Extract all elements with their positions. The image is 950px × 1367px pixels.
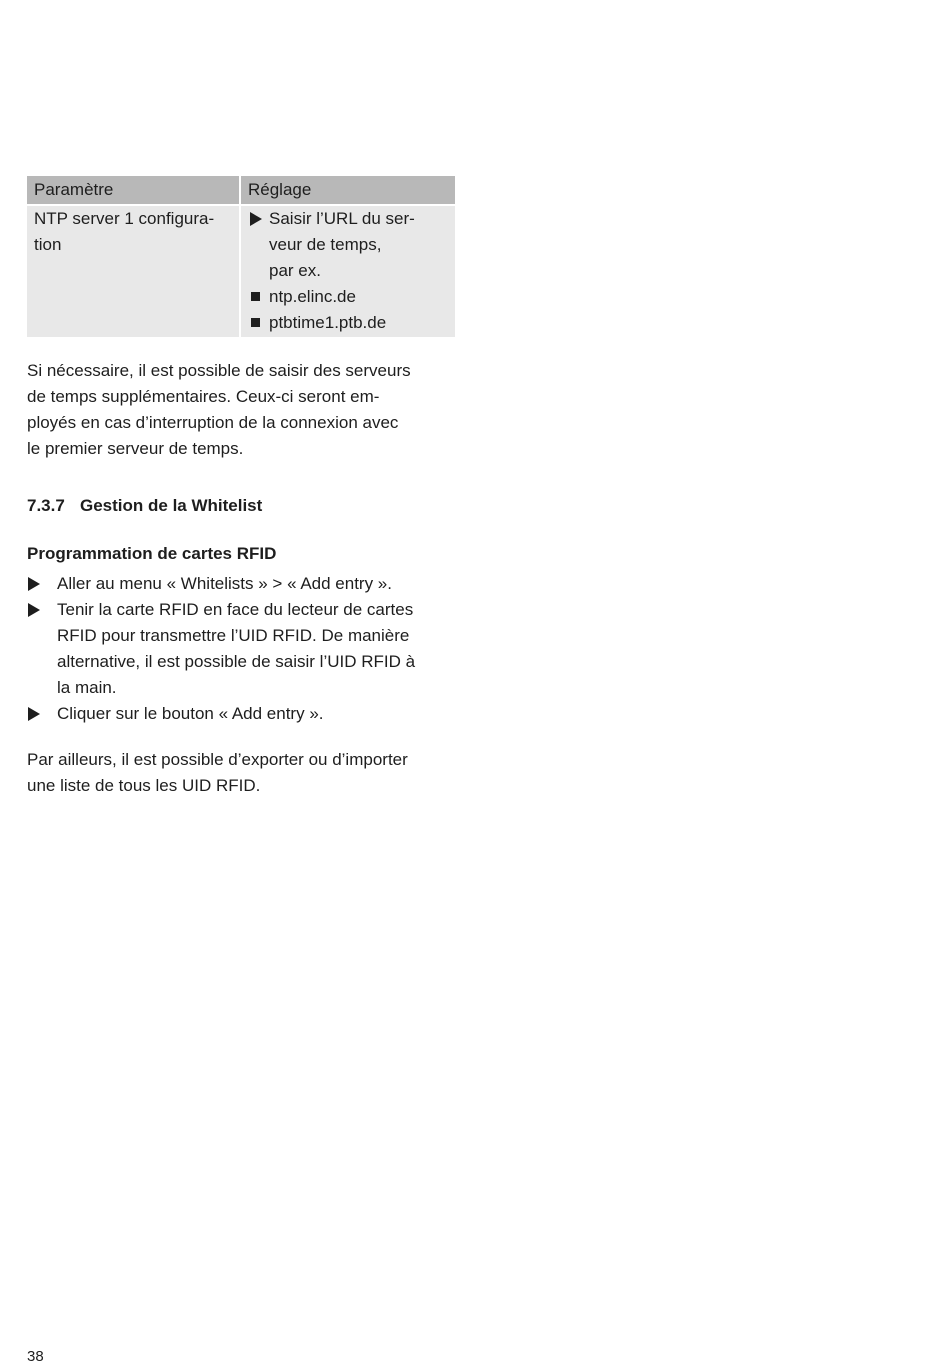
paragraph-line: Si nécessaire, il est possible de saisir des serveurs (27, 361, 411, 380)
steps-list (27, 571, 457, 727)
paragraph-export-import (27, 747, 457, 799)
example-item (248, 284, 455, 310)
step-line: la main. (57, 678, 117, 697)
step-item (27, 701, 457, 727)
step-line: alternative, il est possible de saisir l’UID RFID à (57, 652, 416, 671)
cell-parameter-line: NTP server 1 configura- (34, 209, 215, 228)
step-item (27, 571, 457, 597)
paragraph-line: Par ailleurs, il est possible d’exporter ou d’importer (27, 750, 408, 769)
example-text: ptbtime1.ptb.de (269, 313, 387, 332)
cell-parameter-line: tion (34, 235, 62, 254)
step-item (27, 597, 457, 701)
header-parametre: Paramètre (27, 176, 239, 204)
cell-parameter (27, 206, 239, 337)
paragraph-line: ployés en cas d’interruption de la connexion avec (27, 413, 399, 432)
setting-instruction (248, 206, 455, 284)
paragraph-line: le premier serveur de temps. (27, 439, 244, 458)
arrow-right-icon (28, 707, 40, 721)
setting-line: par ex. (269, 261, 321, 280)
page-number: 38 (27, 1348, 44, 1365)
arrow-right-icon (28, 603, 40, 617)
step-line: Cliquer sur le bouton « Add entry ». (57, 704, 324, 723)
step-line: RFID pour transmettre l’UID RFID. De manière (57, 626, 410, 645)
step-line: Aller au menu « Whitelists » > « Add entry ». (57, 574, 392, 593)
setting-line: veur de temps, (269, 235, 382, 254)
example-item (248, 310, 455, 336)
section-number: 7.3.7 (27, 496, 65, 515)
paragraph-line: une liste de tous les UID RFID. (27, 776, 261, 795)
setting-line: Saisir l’URL du ser- (269, 209, 415, 228)
paragraph-additional-servers (27, 358, 457, 462)
paragraph-line: de temps supplémentaires. Ceux-ci seront em- (27, 387, 380, 406)
subheading: Programmation de cartes RFID (27, 544, 277, 563)
square-bullet-icon (251, 318, 260, 327)
arrow-right-icon (28, 577, 40, 591)
table-header-row (27, 176, 455, 204)
parameter-table (27, 176, 455, 337)
square-bullet-icon (251, 292, 260, 301)
arrow-right-icon (250, 212, 262, 226)
step-line: Tenir la carte RFID en face du lecteur de cartes (57, 600, 414, 619)
section-heading (27, 493, 262, 519)
table-row (27, 206, 455, 337)
example-text: ntp.elinc.de (269, 287, 356, 306)
cell-setting (241, 206, 455, 337)
section-title: Gestion de la Whitelist (80, 496, 263, 515)
header-reglage: Réglage (241, 176, 455, 204)
